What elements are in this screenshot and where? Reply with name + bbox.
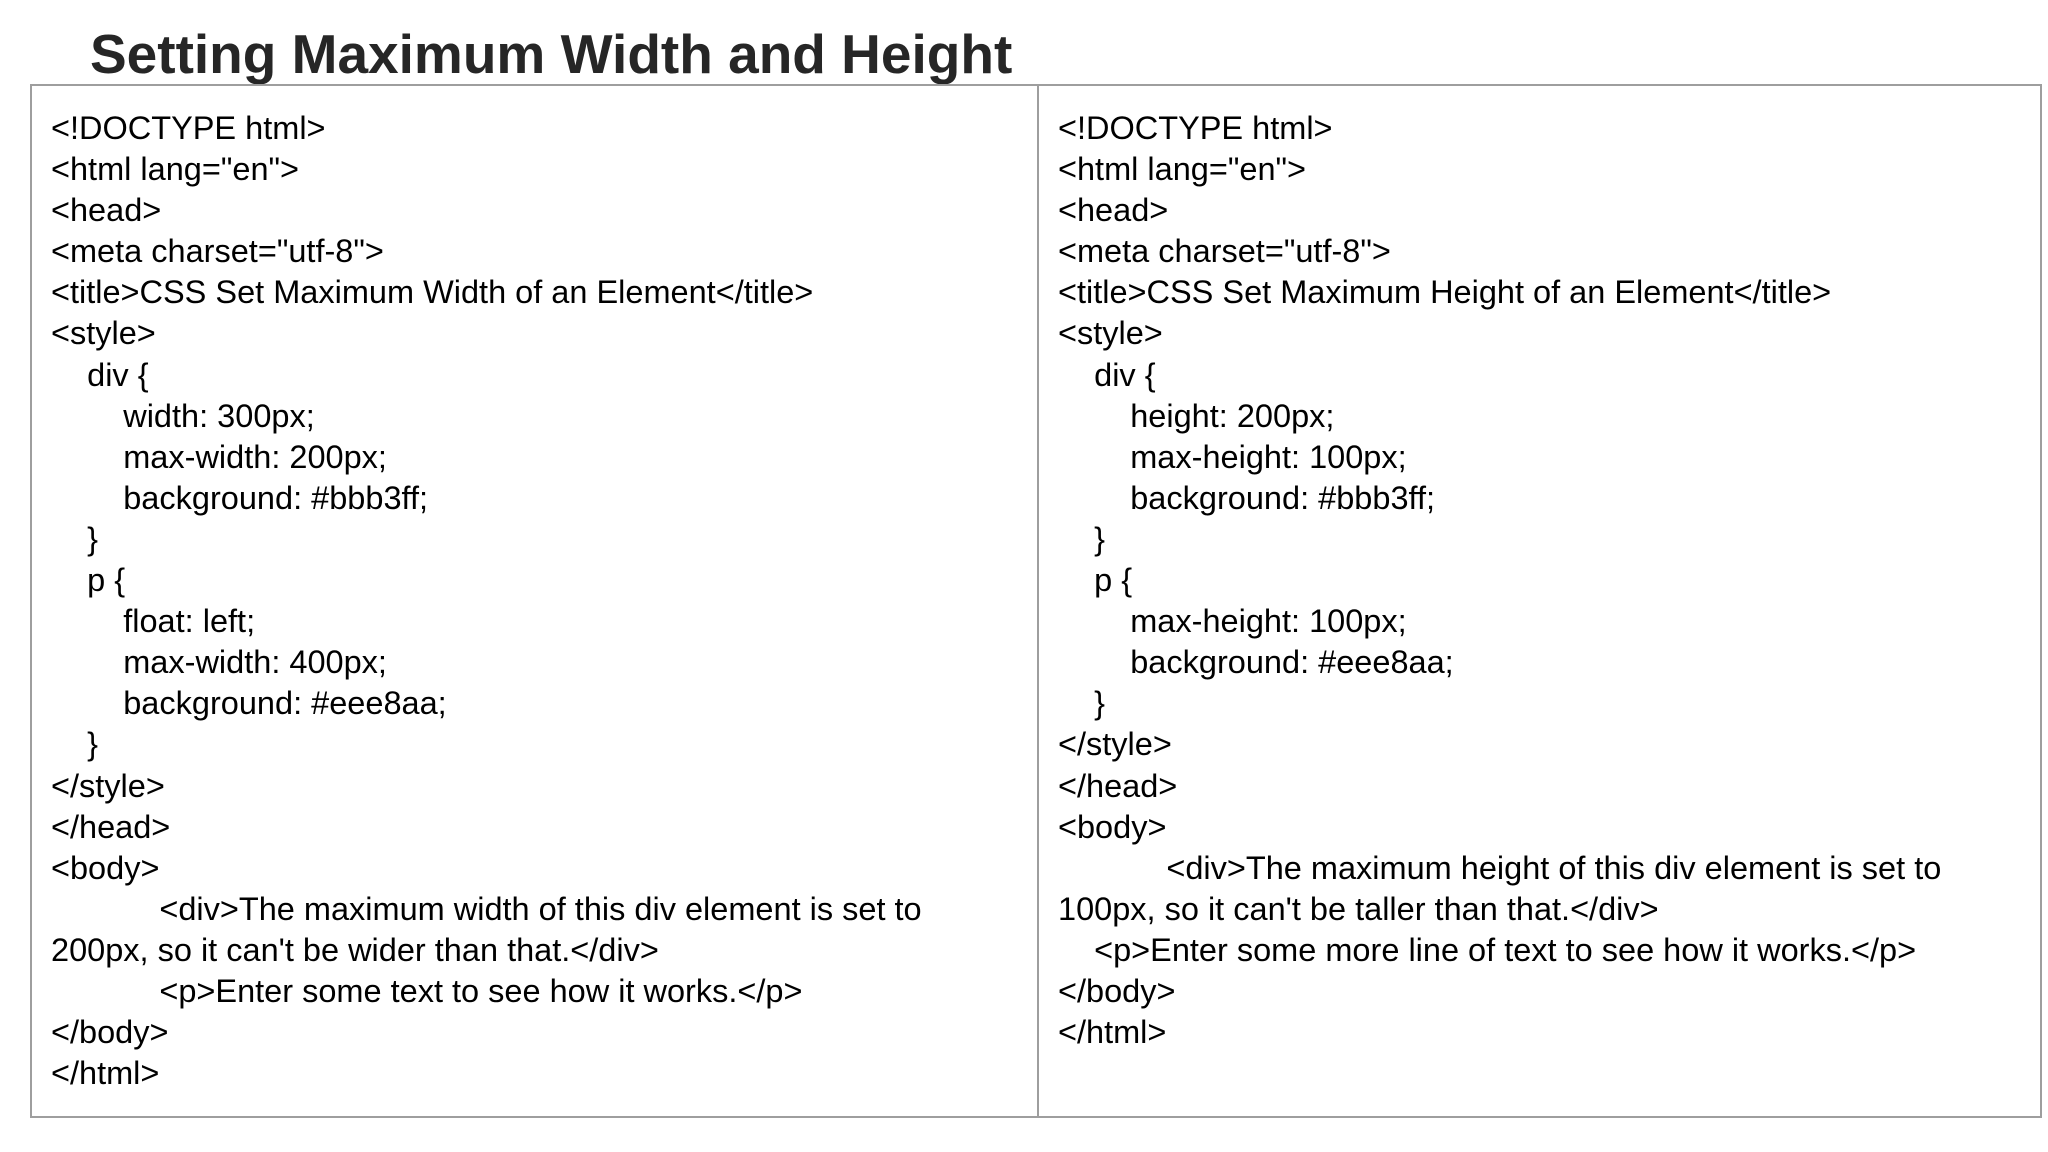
code-line: <meta charset="utf-8">	[1058, 233, 1391, 270]
code-line: <head>	[51, 192, 162, 229]
code-line: </html>	[51, 1055, 160, 1092]
code-line: div {	[51, 356, 149, 393]
code-line: div {	[1058, 356, 1156, 393]
code-line: <div>The maximum height of this div element is set to	[1058, 849, 1942, 886]
code-line: background: #bbb3ff;	[1058, 479, 1436, 516]
code-line: </html>	[1058, 1014, 1167, 1051]
code-line: height: 200px;	[1058, 397, 1335, 434]
code-line: }	[1058, 520, 1105, 557]
code-line: </body>	[1058, 972, 1176, 1009]
code-line: </style>	[1058, 726, 1172, 763]
slide-title: Setting Maximum Width and Height	[90, 23, 1013, 85]
code-line: <!DOCTYPE html>	[1058, 110, 1333, 146]
code-line: <!DOCTYPE html>	[51, 110, 326, 146]
code-line: 100px, so it can't be taller than that.</div>	[1058, 890, 1659, 927]
code-line: background: #bbb3ff;	[51, 479, 429, 516]
code-line: p {	[1058, 562, 1133, 599]
code-line: <meta charset="utf-8">	[51, 233, 384, 270]
code-comparison-table	[30, 84, 2042, 1118]
code-line: <head>	[1058, 192, 1169, 229]
code-line: <title>CSS Set Maximum Height of an Element</title>	[1058, 274, 1832, 311]
code-line: <p>Enter some text to see how it works.</p>	[51, 972, 803, 1009]
code-line: max-height: 100px;	[1058, 603, 1407, 640]
code-line: <div>The maximum width of this div element is set to	[51, 890, 922, 927]
code-line: </head>	[51, 808, 171, 845]
code-line: width: 300px;	[51, 397, 315, 434]
code-line: p {	[51, 562, 126, 599]
code-line: </body>	[51, 1014, 169, 1051]
code-line: 200px, so it can't be wider than that.</div>	[51, 931, 659, 968]
max-width-code-cell	[32, 86, 1039, 1116]
code-line: <body>	[1058, 808, 1167, 845]
code-line: <style>	[51, 315, 156, 352]
code-line: background: #eee8aa;	[51, 685, 447, 722]
code-line: <html lang="en">	[1058, 151, 1307, 188]
code-line: <html lang="en">	[51, 151, 300, 188]
code-line: <body>	[51, 849, 160, 886]
code-line: max-width: 400px;	[51, 644, 387, 681]
code-line: }	[1058, 685, 1105, 722]
code-line: float: left;	[51, 603, 256, 640]
code-line: </style>	[51, 767, 165, 804]
code-line: }	[51, 726, 98, 763]
code-line: <title>CSS Set Maximum Width of an Element</title>	[51, 274, 814, 311]
code-line: background: #eee8aa;	[1058, 644, 1454, 681]
code-line: max-width: 200px;	[51, 438, 387, 475]
code-line: }	[51, 520, 98, 557]
code-line: </head>	[1058, 767, 1178, 804]
code-line: <style>	[1058, 315, 1163, 352]
code-line: max-height: 100px;	[1058, 438, 1407, 475]
code-line: <p>Enter some more line of text to see how it works.</p>	[1058, 931, 1917, 968]
max-height-code-cell	[1039, 86, 2040, 1116]
